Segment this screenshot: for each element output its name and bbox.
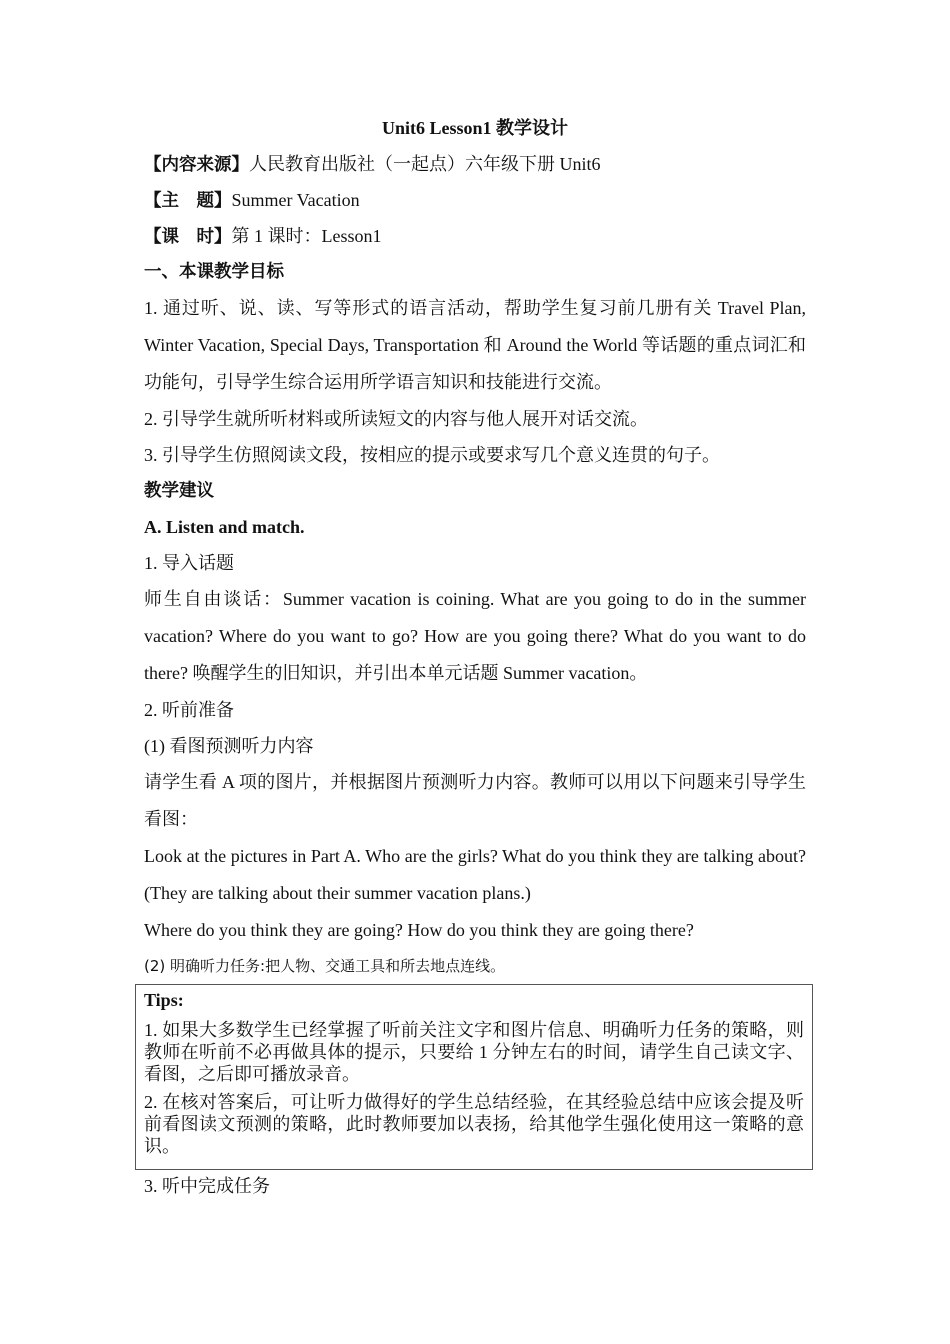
period-label: 【课 时】 xyxy=(144,227,232,247)
objectives-heading: 一、本课教学目标 xyxy=(144,262,284,282)
suggestions-heading: 教学建议 xyxy=(144,481,214,501)
step2-title: 2. 听前准备 xyxy=(144,700,234,720)
step2-sub1: (1) 看图预测听力内容 xyxy=(144,736,314,756)
step2-sub2: (2) 明确听力任务:把人物、交通工具和所去地点连线。 xyxy=(144,957,506,975)
meta-topic xyxy=(144,182,806,218)
topic-label: 【主 题】 xyxy=(144,191,232,211)
document-page xyxy=(144,110,806,984)
meta-source xyxy=(144,146,806,182)
objective-item-1: 1. 通过听、说、读、写等形式的语言活动，帮助学生复习前几册有关 Travel Plan, Winter Vacation, Special Days, Transportation 和 Around the World 等话题的重点词汇和功能句，引导学生综合运用所学语言知识和技能进行交流。 xyxy=(144,298,806,392)
topic-value: Summer Vacation xyxy=(231,190,360,210)
tips-heading: Tips: xyxy=(144,990,184,1010)
source-value: 人民教育出版社（一起点）六年级下册 Unit6 xyxy=(249,154,601,174)
meta-period xyxy=(144,218,806,254)
step3-title: 3. 听中完成任务 xyxy=(144,1176,270,1196)
tip-item-1: 1. 如果大多数学生已经掌握了听前关注文字和图片信息、明确听力任务的策略，则教师在听前不必再做具体的提示，只要给 1 分钟左右的时间，请学生自己读文字、看图，之后即可播放录音。 xyxy=(144,1020,804,1084)
source-label: 【内容来源】 xyxy=(144,155,249,175)
objective-item-2: 2. 引导学生就所听材料或所读短文的内容与他人展开对话交流。 xyxy=(144,409,648,429)
question-line-1: Look at the pictures in Part A. Who are the girls? What do you think they are talking about? (They are talking about their summer vacation plans.) xyxy=(144,846,806,903)
question-line-2: Where do you think they are going? How do you think they are going there? xyxy=(144,920,694,940)
step1-body: 师生自由谈话：Summer vacation is coining. What are you going to do in the summer vacation? Where do you want to go? How are you going there? What do you want to do there? 唤醒学生的旧知识，并引出本单元话题 Summer vacation。 xyxy=(144,589,806,683)
objective-item-3: 3. 引导学生仿照阅读文段，按相应的提示或要求写几个意义连贯的句子。 xyxy=(144,445,720,465)
tip-item-2: 2. 在核对答案后，可让听力做得好的学生总结经验，在其经验总结中应该会提及听前看图读文预测的策略，此时教师要加以表扬，给其他学生强化使用这一策略的意识。 xyxy=(144,1092,804,1156)
step2-sub1-body: 请学生看 A 项的图片，并根据图片预测听力内容。教师可以用以下问题来引导学生看图： xyxy=(144,772,806,829)
section-a-heading: A. Listen and match. xyxy=(144,517,305,537)
tips-box xyxy=(135,984,813,1170)
page-title: Unit6 Lesson1 教学设计 xyxy=(381,118,569,138)
period-value: 第 1 课时：Lesson1 xyxy=(231,226,382,246)
step1-title: 1. 导入话题 xyxy=(144,553,234,573)
